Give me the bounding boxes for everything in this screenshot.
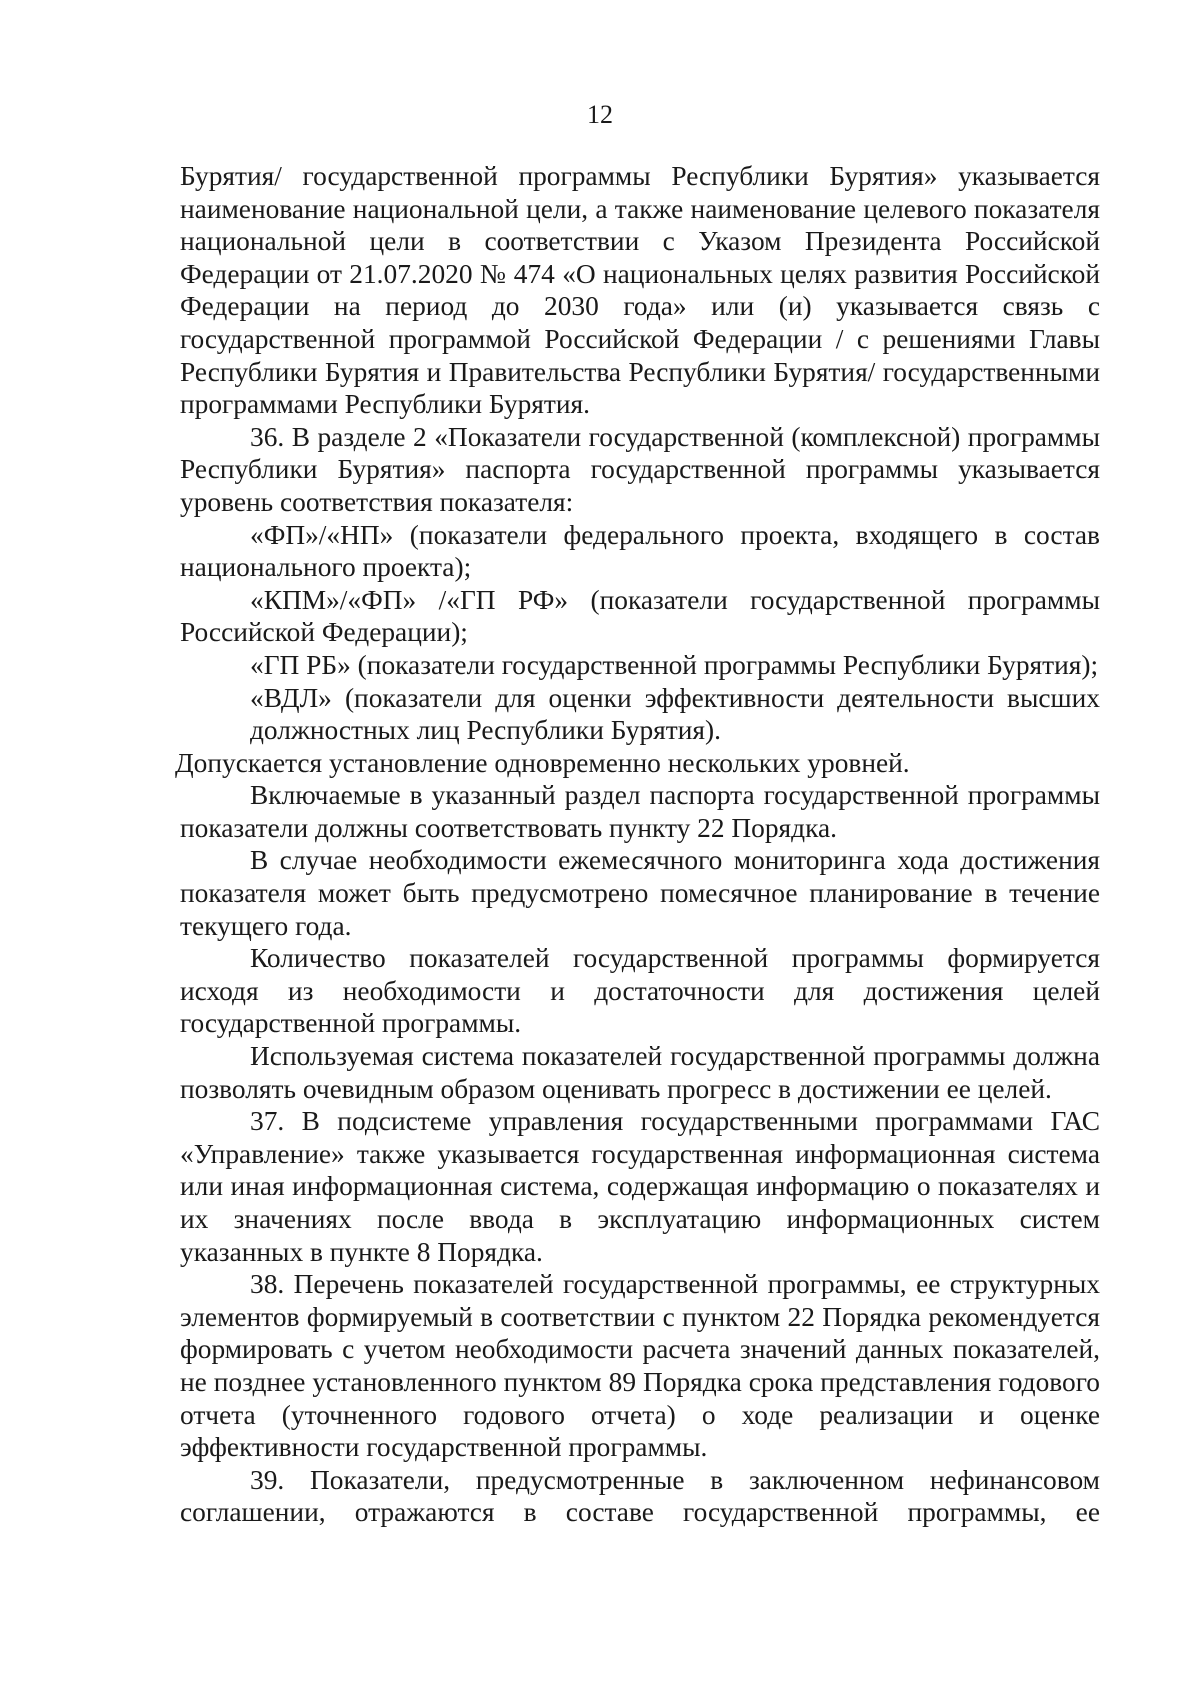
level-vdl: «ВДЛ» (показатели для оценки эффективности деятельности высших должностных лиц Республики Бурятия).	[250, 682, 1100, 746]
paragraph-item-37: 37. В подсистеме управления государственными программами ГАС «Управление» также указывается государственная информационная система или иная информационная система, содержащая информацию о показателях и их значениях после ввода в эксплуатацию информационных систем указанных в пункте 8 Порядка.	[180, 1106, 1100, 1267]
paragraph-item-36: 36. В разделе 2 «Показатели государственной (комплексной) программы Республики Бурятия» паспорта государственной программы указывается уровень соответствия показателя:	[180, 421, 1100, 517]
paragraph-multiple-levels: Допускается установление одновременно нескольких уровней.	[175, 747, 910, 778]
level-fp-np: «ФП»/«НП» (показатели федерального проекта, входящего в состав национального проекта);	[180, 519, 1100, 583]
level-gp-rb: «ГП РБ» (показатели государственной программы Республики Бурятия);	[250, 649, 1099, 680]
paragraph-continuation: Бурятия/ государственной программы Республики Бурятия» указывается наименование национальной цели, а также наименование целевого показателя национальной цели в соответствии с Указом Президента Российской Федерации от 21.07.2020 № 474 «О национальных целях развития Российской Федерации на период до 2030 года» или (и) указывается связь с государственной программой Российской Федерации / с решениями Главы Республики Бурятия и Правительства Республики Бурятия/ государственными программами Республики Бурятия.	[180, 161, 1100, 420]
level-kpm-fp-gp-rf: «КПМ»/«ФП» /«ГП РФ» (показатели государственной программы Российской Федерации);	[180, 584, 1100, 648]
paragraph-item-39: 39. Показатели, предусмотренные в заключенном нефинансовом соглашении, отражаются в составе государственной программы, ее	[180, 1464, 1100, 1528]
paragraph-monthly-monitoring: В случае необходимости ежемесячного мониторинга хода достижения показателя может быть предусмотрено помесячное планирование в течение текущего года.	[180, 845, 1100, 941]
paragraph-item-38: 38. Перечень показателей государственной программы, ее структурных элементов формируемый в соответствии с пунктом 22 Порядка рекомендуется формировать с учетом необходимости расчета значений данных показателей, не позднее установленного пунктом 89 Порядка срока представления годового отчета (уточненного годового отчета) о ходе реализации и оценке эффективности государственной программы.	[180, 1269, 1100, 1463]
paragraph-indicator-system: Используемая система показателей государственной программы должна позволять очевидным образом оценивать прогресс в достижении ее целей.	[180, 1041, 1100, 1104]
paragraph-indicator-count: Количество показателей государственной программы формируется исходя из необходимости и достаточности для достижения целей государственной программы.	[180, 943, 1100, 1039]
page-number: 12	[587, 100, 613, 129]
paragraph-included-indicators: Включаемые в указанный раздел паспорта государственной программы показатели должны соответствовать пункту 22 Порядка.	[180, 780, 1100, 843]
document-body	[175, 160, 1100, 1529]
